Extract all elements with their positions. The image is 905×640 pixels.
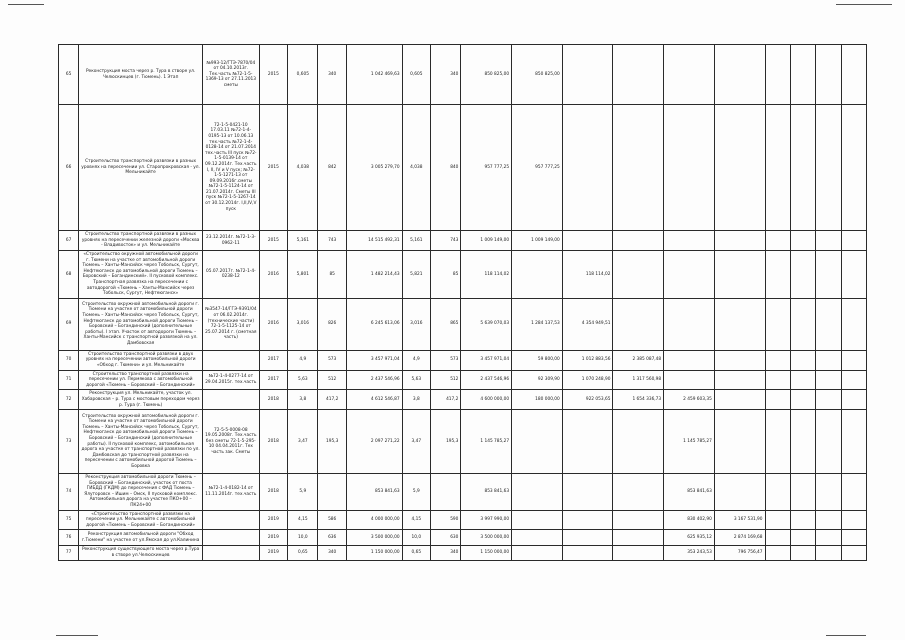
amount-8-cell xyxy=(790,474,815,511)
length-km-2-cell: 4,15 xyxy=(402,510,430,530)
document-sheet xyxy=(58,44,867,561)
amount-9-cell xyxy=(816,410,841,474)
amount-6-cell xyxy=(714,474,765,511)
approval-document-cell: №72-1-4-0182-14 от 11.11.2014г. тех.часть xyxy=(202,474,259,511)
amount-8-cell xyxy=(790,298,815,350)
year-cell: 2019 xyxy=(259,546,287,560)
scan-corner-mark xyxy=(826,635,866,636)
amount-1-cell: 5 639 070,03 xyxy=(461,298,512,350)
amount-7-cell xyxy=(765,45,790,105)
amount-7-cell xyxy=(765,350,790,370)
amount-6-cell xyxy=(714,231,765,251)
length-km-cell: 10,0 xyxy=(288,530,318,546)
total-cost-cell: 1 150 000,00 xyxy=(346,546,402,560)
amount-1-cell: 118 114,02 xyxy=(461,251,512,299)
table-row xyxy=(59,350,867,370)
length-pm-cell: 85 xyxy=(318,251,346,299)
length-km-2-cell: 3,8 xyxy=(402,390,430,410)
row-number-cell: 77 xyxy=(59,546,79,560)
length-km-2-cell: 10,0 xyxy=(402,530,430,546)
approval-document-cell xyxy=(202,510,259,530)
amount-4-cell xyxy=(613,510,664,530)
total-cost-cell: 3 457 971,04 xyxy=(346,350,402,370)
table-row xyxy=(59,530,867,546)
scan-corner-mark xyxy=(56,635,98,636)
length-km-cell: 4,038 xyxy=(288,105,318,231)
length-pm-cell: 842 xyxy=(318,105,346,231)
amount-1-cell: 3 997 990,00 xyxy=(461,510,512,530)
amount-10-cell xyxy=(841,251,866,299)
amount-5-cell xyxy=(664,231,715,251)
amount-8-cell xyxy=(790,370,815,390)
amount-1-cell: 1 145 785,27 xyxy=(461,410,512,474)
total-cost-cell: 1 482 214,43 xyxy=(346,251,402,299)
amount-10-cell xyxy=(841,105,866,231)
length-pm-2-cell: 590 xyxy=(430,510,460,530)
amount-7-cell xyxy=(765,251,790,299)
total-cost-cell: 3 005 279,70 xyxy=(346,105,402,231)
amount-4-cell xyxy=(613,530,664,546)
amount-6-cell: 2 874 169,68 xyxy=(714,530,765,546)
total-cost-cell: 853 841,63 xyxy=(346,474,402,511)
amount-5-cell: 625 935,12 xyxy=(664,530,715,546)
amount-3-cell: 1 070 248,90 xyxy=(562,370,613,390)
amount-4-cell xyxy=(613,251,664,299)
year-cell: 2017 xyxy=(259,370,287,390)
length-km-2-cell: 4,9 xyxy=(402,350,430,370)
amount-10-cell xyxy=(841,370,866,390)
row-number-cell: 66 xyxy=(59,105,79,231)
amount-9-cell xyxy=(816,530,841,546)
length-km-cell: 3,8 xyxy=(288,390,318,410)
scan-corner-mark xyxy=(8,4,44,5)
amount-9-cell xyxy=(816,45,841,105)
amount-6-cell xyxy=(714,251,765,299)
amount-8-cell xyxy=(790,45,815,105)
amount-6-cell xyxy=(714,105,765,231)
amount-2-cell xyxy=(512,251,563,299)
total-cost-cell: 4 612 546,87 xyxy=(346,390,402,410)
amount-2-cell xyxy=(512,410,563,474)
amount-6-cell xyxy=(714,370,765,390)
length-pm-2-cell: 573 xyxy=(430,350,460,370)
amount-2-cell xyxy=(512,530,563,546)
project-name-cell: «Строительство транспортной развязки на пересечении ул. Мельникайте с автомобильной дорогой «Тюмень – Боровский – Богандинский» xyxy=(79,510,203,530)
amount-1-cell: 4 600 000,00 xyxy=(461,390,512,410)
amount-1-cell: 957 777,25 xyxy=(461,105,512,231)
amount-1-cell: 853 841,63 xyxy=(461,474,512,511)
amount-10-cell xyxy=(841,298,866,350)
length-km-cell: 4,9 xyxy=(288,350,318,370)
year-cell: 2015 xyxy=(259,45,287,105)
amount-3-cell xyxy=(562,45,613,105)
table-row xyxy=(59,105,867,231)
amount-9-cell xyxy=(816,370,841,390)
year-cell: 2015 xyxy=(259,105,287,231)
approval-document-cell: 05.07.2017г. №72-1-4-0238-12 xyxy=(202,251,259,299)
length-km-cell: 5,9 xyxy=(288,474,318,511)
amount-10-cell xyxy=(841,45,866,105)
amount-7-cell xyxy=(765,546,790,560)
amount-3-cell xyxy=(562,546,613,560)
project-name-cell: Строительство транспортной развязки в разных уровнях на пересечении ул. Старопрокровская - ул. Мельникайте xyxy=(79,105,203,231)
length-pm-cell: 586 xyxy=(318,510,346,530)
amount-5-cell: 353 243,53 xyxy=(664,546,715,560)
amount-4-cell xyxy=(613,45,664,105)
length-pm-2-cell: 840 xyxy=(430,105,460,231)
length-pm-2-cell: 340 xyxy=(430,546,460,560)
table-row xyxy=(59,298,867,350)
amount-5-cell xyxy=(664,298,715,350)
amount-10-cell xyxy=(841,390,866,410)
amount-4-cell xyxy=(613,410,664,474)
year-cell: 2017 xyxy=(259,350,287,370)
project-name-cell: «Строительство окружной автомобильной дороги г. Тюмени на участке от автомобильной дороги Тюмень – Ханты-Мансийск через Тобольск, Сургут, Нефтеюганск до автомобильной дороги Тюмень – Боровский – Богандинский». II пусковой комплекс. Транспортная развязка на пересечении с автодорогой «Тюмень – Ханты-Мансийск через Тобольск, Сургут, Нефтеюганск» xyxy=(79,251,203,299)
length-pm-cell: 826 xyxy=(318,298,346,350)
amount-7-cell xyxy=(765,370,790,390)
amount-8-cell xyxy=(790,105,815,231)
amount-4-cell xyxy=(613,474,664,511)
amount-3-cell: 1 012 883,56 xyxy=(562,350,613,370)
amount-3-cell xyxy=(562,474,613,511)
length-pm-cell: 417,2 xyxy=(318,390,346,410)
amount-4-cell xyxy=(613,546,664,560)
table-body xyxy=(59,45,867,561)
amount-9-cell xyxy=(816,390,841,410)
amount-10-cell xyxy=(841,474,866,511)
length-pm-cell: 636 xyxy=(318,530,346,546)
length-pm-2-cell: 195,3 xyxy=(430,410,460,474)
approval-document-cell xyxy=(202,546,259,560)
amount-1-cell: 1 009 149,00 xyxy=(461,231,512,251)
total-cost-cell: 2 097 271,22 xyxy=(346,410,402,474)
row-number-cell: 76 xyxy=(59,530,79,546)
amount-2-cell xyxy=(512,510,563,530)
amount-6-cell xyxy=(714,298,765,350)
row-number-cell: 71 xyxy=(59,370,79,390)
length-pm-2-cell: 85 xyxy=(430,251,460,299)
amount-2-cell: 1 284 137,53 xyxy=(512,298,563,350)
length-km-cell: 5,63 xyxy=(288,370,318,390)
length-pm-cell: 512 xyxy=(318,370,346,390)
amount-4-cell xyxy=(613,231,664,251)
approval-document-cell: №3547-14/ГГЭ-9391/04 от 06.02.2014г. (технические части) 72-1-5-1125-14 от 25.07.2014 г. (сметная часть) xyxy=(202,298,259,350)
amount-2-cell: 850 825,00 xyxy=(512,45,563,105)
length-km-cell: 0,65 xyxy=(288,546,318,560)
year-cell: 2019 xyxy=(259,510,287,530)
amount-7-cell xyxy=(765,410,790,474)
amount-9-cell xyxy=(816,298,841,350)
length-km-2-cell: 5,821 xyxy=(402,251,430,299)
amount-4-cell: 2 385 087,48 xyxy=(613,350,664,370)
approval-document-cell: 72-1-5-0421-10 17.03.11 №72-1-4-0195-13 от 10.06.13 тех.часть №72-1-4-0128-14 от 21.07.2014 тех.часть III пуск №72-1-5-0139-14 от 09.12.2014г. Тех.часть I, II, IV и V пуск; №72-1-5-1271-13 от 09.09.2016г.сметы №72-1-5-1124-14 от 21.07.2014г. Сметы III пуск №72-1-5-1267-14 от 30.12.2014г. I,II,IV,V пуск xyxy=(202,105,259,231)
amount-7-cell xyxy=(765,231,790,251)
project-name-cell: Реконструкция моста через р. Тура в створе ул. Челюскинцев (г. Тюмень). 1 Этап xyxy=(79,45,203,105)
project-name-cell: Реконструкция автомобильной дороги Тюмень – Боровский – Богандинский, участок от поста ГИБДД (ГКДМ) до пересечения с ФАД Тюмень – Ялуторовск – Ишим – Омск, II пусковой комплекс. Автомобильная дорога на участке ПКО+00 – ПК24+00 xyxy=(79,474,203,511)
amount-3-cell xyxy=(562,231,613,251)
length-pm-2-cell: 743 xyxy=(430,231,460,251)
table-row xyxy=(59,45,867,105)
amount-6-cell xyxy=(714,410,765,474)
row-number-cell: 65 xyxy=(59,45,79,105)
amount-8-cell xyxy=(790,546,815,560)
amount-5-cell xyxy=(664,370,715,390)
row-number-cell: 67 xyxy=(59,231,79,251)
table-row xyxy=(59,231,867,251)
year-cell: 2016 xyxy=(259,251,287,299)
amount-2-cell: 1 009 149,00 xyxy=(512,231,563,251)
year-cell: 2018 xyxy=(259,410,287,474)
amount-2-cell: 180 000,00 xyxy=(512,390,563,410)
length-pm-2-cell: 417,2 xyxy=(430,390,460,410)
amount-2-cell xyxy=(512,546,563,560)
row-number-cell: 68 xyxy=(59,251,79,299)
table-row xyxy=(59,251,867,299)
row-number-cell: 74 xyxy=(59,474,79,511)
total-cost-cell: 2 437 546,96 xyxy=(346,370,402,390)
amount-5-cell: 853 841,63 xyxy=(664,474,715,511)
length-km-2-cell: 5,63 xyxy=(402,370,430,390)
amount-6-cell: 796 756,47 xyxy=(714,546,765,560)
amount-9-cell xyxy=(816,105,841,231)
amount-1-cell: 1 150 000,00 xyxy=(461,546,512,560)
amount-6-cell xyxy=(714,390,765,410)
length-km-2-cell: 5,161 xyxy=(402,231,430,251)
length-pm-2-cell xyxy=(430,474,460,511)
amount-1-cell: 3 457 971,04 xyxy=(461,350,512,370)
amount-7-cell xyxy=(765,474,790,511)
length-pm-cell: 573 xyxy=(318,350,346,370)
length-pm-2-cell: 512 xyxy=(430,370,460,390)
row-number-cell: 72 xyxy=(59,390,79,410)
amount-4-cell: 1 654 336,73 xyxy=(613,390,664,410)
amount-1-cell: 850 825,00 xyxy=(461,45,512,105)
amount-5-cell: 1 145 785,27 xyxy=(664,410,715,474)
length-pm-cell: 340 xyxy=(318,45,346,105)
total-cost-cell: 6 245 613,06 xyxy=(346,298,402,350)
length-km-cell: 0,605 xyxy=(288,45,318,105)
year-cell: 2016 xyxy=(259,298,287,350)
table-row xyxy=(59,510,867,530)
amount-3-cell xyxy=(562,510,613,530)
length-km-cell: 5,161 xyxy=(288,231,318,251)
length-pm-2-cell: 865 xyxy=(430,298,460,350)
amount-10-cell xyxy=(841,530,866,546)
amount-6-cell xyxy=(714,45,765,105)
length-pm-2-cell: 340 xyxy=(430,45,460,105)
project-name-cell: Реконструкция существующего моста через р.Тура в створе ул.Челюскинцев xyxy=(79,546,203,560)
table-row xyxy=(59,474,867,511)
amount-5-cell: 2 459 603,35 xyxy=(664,390,715,410)
amount-3-cell xyxy=(562,530,613,546)
length-km-cell: 5,801 xyxy=(288,251,318,299)
amount-3-cell: 118 114,02 xyxy=(562,251,613,299)
amount-7-cell xyxy=(765,105,790,231)
amount-10-cell xyxy=(841,546,866,560)
amount-8-cell xyxy=(790,410,815,474)
row-number-cell: 73 xyxy=(59,410,79,474)
total-cost-cell: 3 500 000,00 xyxy=(346,530,402,546)
total-cost-cell: 4 000 000,00 xyxy=(346,510,402,530)
amount-8-cell xyxy=(790,251,815,299)
table-row xyxy=(59,546,867,560)
project-name-cell: Реконструкция ул. Мельникайте, участок ул. Хабаровская – р. Тура с мостовым переходом через р. Тура (г. Тюмень) xyxy=(79,390,203,410)
amount-3-cell: 4 354 949,51 xyxy=(562,298,613,350)
year-cell: 2015 xyxy=(259,231,287,251)
length-km-cell: 4,15 xyxy=(288,510,318,530)
year-cell: 2019 xyxy=(259,530,287,546)
project-name-cell: Строительство транспортной развязки в разных уровнях на пересечении железной дороги «Москва - Владивосток» и ул. Мельникайте xyxy=(79,231,203,251)
amount-9-cell xyxy=(816,474,841,511)
length-km-2-cell: 5,9 xyxy=(402,474,430,511)
length-pm-cell: 195,3 xyxy=(318,410,346,474)
amount-5-cell xyxy=(664,350,715,370)
amount-7-cell xyxy=(765,510,790,530)
amount-8-cell xyxy=(790,231,815,251)
amount-1-cell: 3 500 000,00 xyxy=(461,530,512,546)
amount-2-cell xyxy=(512,474,563,511)
amount-8-cell xyxy=(790,530,815,546)
project-name-cell: Строительство транспортной развязки на пересечении ул. Пермякова с автомобильной дорогой «Тюмень – Боровский – Богандинский» xyxy=(79,370,203,390)
amount-2-cell: 59 800,00 xyxy=(512,350,563,370)
amount-6-cell: 3 167 531,90 xyxy=(714,510,765,530)
approval-document-cell: 72-5-5-0008-08 19.05.2008г. Тех.часть без сметы 72-1-5-295-10 04.04.2011г. Тех часть зак. Сметы xyxy=(202,410,259,474)
table-row xyxy=(59,390,867,410)
row-number-cell: 70 xyxy=(59,350,79,370)
length-km-2-cell: 0,605 xyxy=(402,45,430,105)
length-pm-2-cell: 630 xyxy=(430,530,460,546)
amount-6-cell xyxy=(714,350,765,370)
amount-7-cell xyxy=(765,530,790,546)
amount-5-cell: 830 402,90 xyxy=(664,510,715,530)
amount-8-cell xyxy=(790,350,815,370)
project-name-cell: Строительство окружной автомобильной дороги г. Тюмени на участке от автомобильной дороги Тюмень – Ханты-Мансийск через Тобольск, Сургут, Нефтеюганск до автомобильной дороги Тюмень – Боровский – Богандинский (дополнительные работы). I этап. Участок от автодороги Тюмень – Ханты-Мансийск с транспортной развязкой на ул. Дамбовская xyxy=(79,298,203,350)
length-pm-cell: 743 xyxy=(318,231,346,251)
length-km-2-cell: 0,65 xyxy=(402,546,430,560)
approval-document-cell: 23.12.2014г. №72-1-3-0962-11 xyxy=(202,231,259,251)
amount-4-cell: 1 317 560,98 xyxy=(613,370,664,390)
amount-9-cell xyxy=(816,510,841,530)
project-name-cell: Строительство окружной автомобильной дороги г. Тюмени на участке от автомобильной дороги Тюмень – Ханты-Мансийск через Тобольск, Сургут, Нефтеюганск до автомобильной дороги Тюмень – Боровский – Богандинский (дополнительные работы). II пусковой комплекс, автомобильная дорога на участке от транспортной развязки по ул. Дамбовская до транспортной развязки на пересечении с автомобильной дорогой Тюмень – Боровка xyxy=(79,410,203,474)
approval-document-cell xyxy=(202,350,259,370)
length-km-cell: 3,47 xyxy=(288,410,318,474)
table-row xyxy=(59,370,867,390)
amount-1-cell: 2 437 546,96 xyxy=(461,370,512,390)
amount-7-cell xyxy=(765,390,790,410)
approval-document-cell xyxy=(202,390,259,410)
approval-document-cell xyxy=(202,530,259,546)
row-number-cell: 75 xyxy=(59,510,79,530)
year-cell: 2018 xyxy=(259,390,287,410)
length-km-2-cell: 3,47 xyxy=(402,410,430,474)
amount-9-cell xyxy=(816,251,841,299)
amount-2-cell: 92 309,90 xyxy=(512,370,563,390)
total-cost-cell: 1 042 469,63 xyxy=(346,45,402,105)
amount-8-cell xyxy=(790,390,815,410)
amount-5-cell xyxy=(664,45,715,105)
year-cell: 2018 xyxy=(259,474,287,511)
length-pm-cell xyxy=(318,474,346,511)
amount-5-cell xyxy=(664,105,715,231)
amount-3-cell xyxy=(562,410,613,474)
amount-4-cell xyxy=(613,105,664,231)
amount-10-cell xyxy=(841,231,866,251)
project-name-cell: Реконструкция автомобильной дороги "Обход г.Тюмени" на участке от ул.Ямская до ул.Калинина xyxy=(79,530,203,546)
length-km-cell: 3,016 xyxy=(288,298,318,350)
row-number-cell: 69 xyxy=(59,298,79,350)
approval-document-cell: №72-1-4-0277-14 от 29.04.2015г. тех.часть xyxy=(202,370,259,390)
total-cost-cell: 14 515 492,31 xyxy=(346,231,402,251)
amount-9-cell xyxy=(816,350,841,370)
amount-9-cell xyxy=(816,231,841,251)
length-km-2-cell: 4,038 xyxy=(402,105,430,231)
amount-10-cell xyxy=(841,510,866,530)
amount-3-cell: 922 053,65 xyxy=(562,390,613,410)
amount-7-cell xyxy=(765,298,790,350)
amount-8-cell xyxy=(790,510,815,530)
length-pm-cell: 340 xyxy=(318,546,346,560)
scan-corner-mark xyxy=(836,4,892,5)
project-name-cell: Строительство транспортной развязки в двух уровнях на пересечении автомобильной дороги «Обход г. Тюмени» и ул. Мельникайте xyxy=(79,350,203,370)
amount-9-cell xyxy=(816,546,841,560)
road-projects-table xyxy=(58,44,867,561)
length-km-2-cell: 3,016 xyxy=(402,298,430,350)
approval-document-cell: №993-12/ГТЭ-7870/04 от 04.10.2013г. Тех.часть №72-1-5-1369-13 от 27.11.2013 сметы xyxy=(202,45,259,105)
amount-10-cell xyxy=(841,350,866,370)
amount-5-cell xyxy=(664,251,715,299)
amount-3-cell xyxy=(562,105,613,231)
amount-2-cell: 957 777,25 xyxy=(512,105,563,231)
amount-10-cell xyxy=(841,410,866,474)
amount-4-cell xyxy=(613,298,664,350)
table-row xyxy=(59,410,867,474)
